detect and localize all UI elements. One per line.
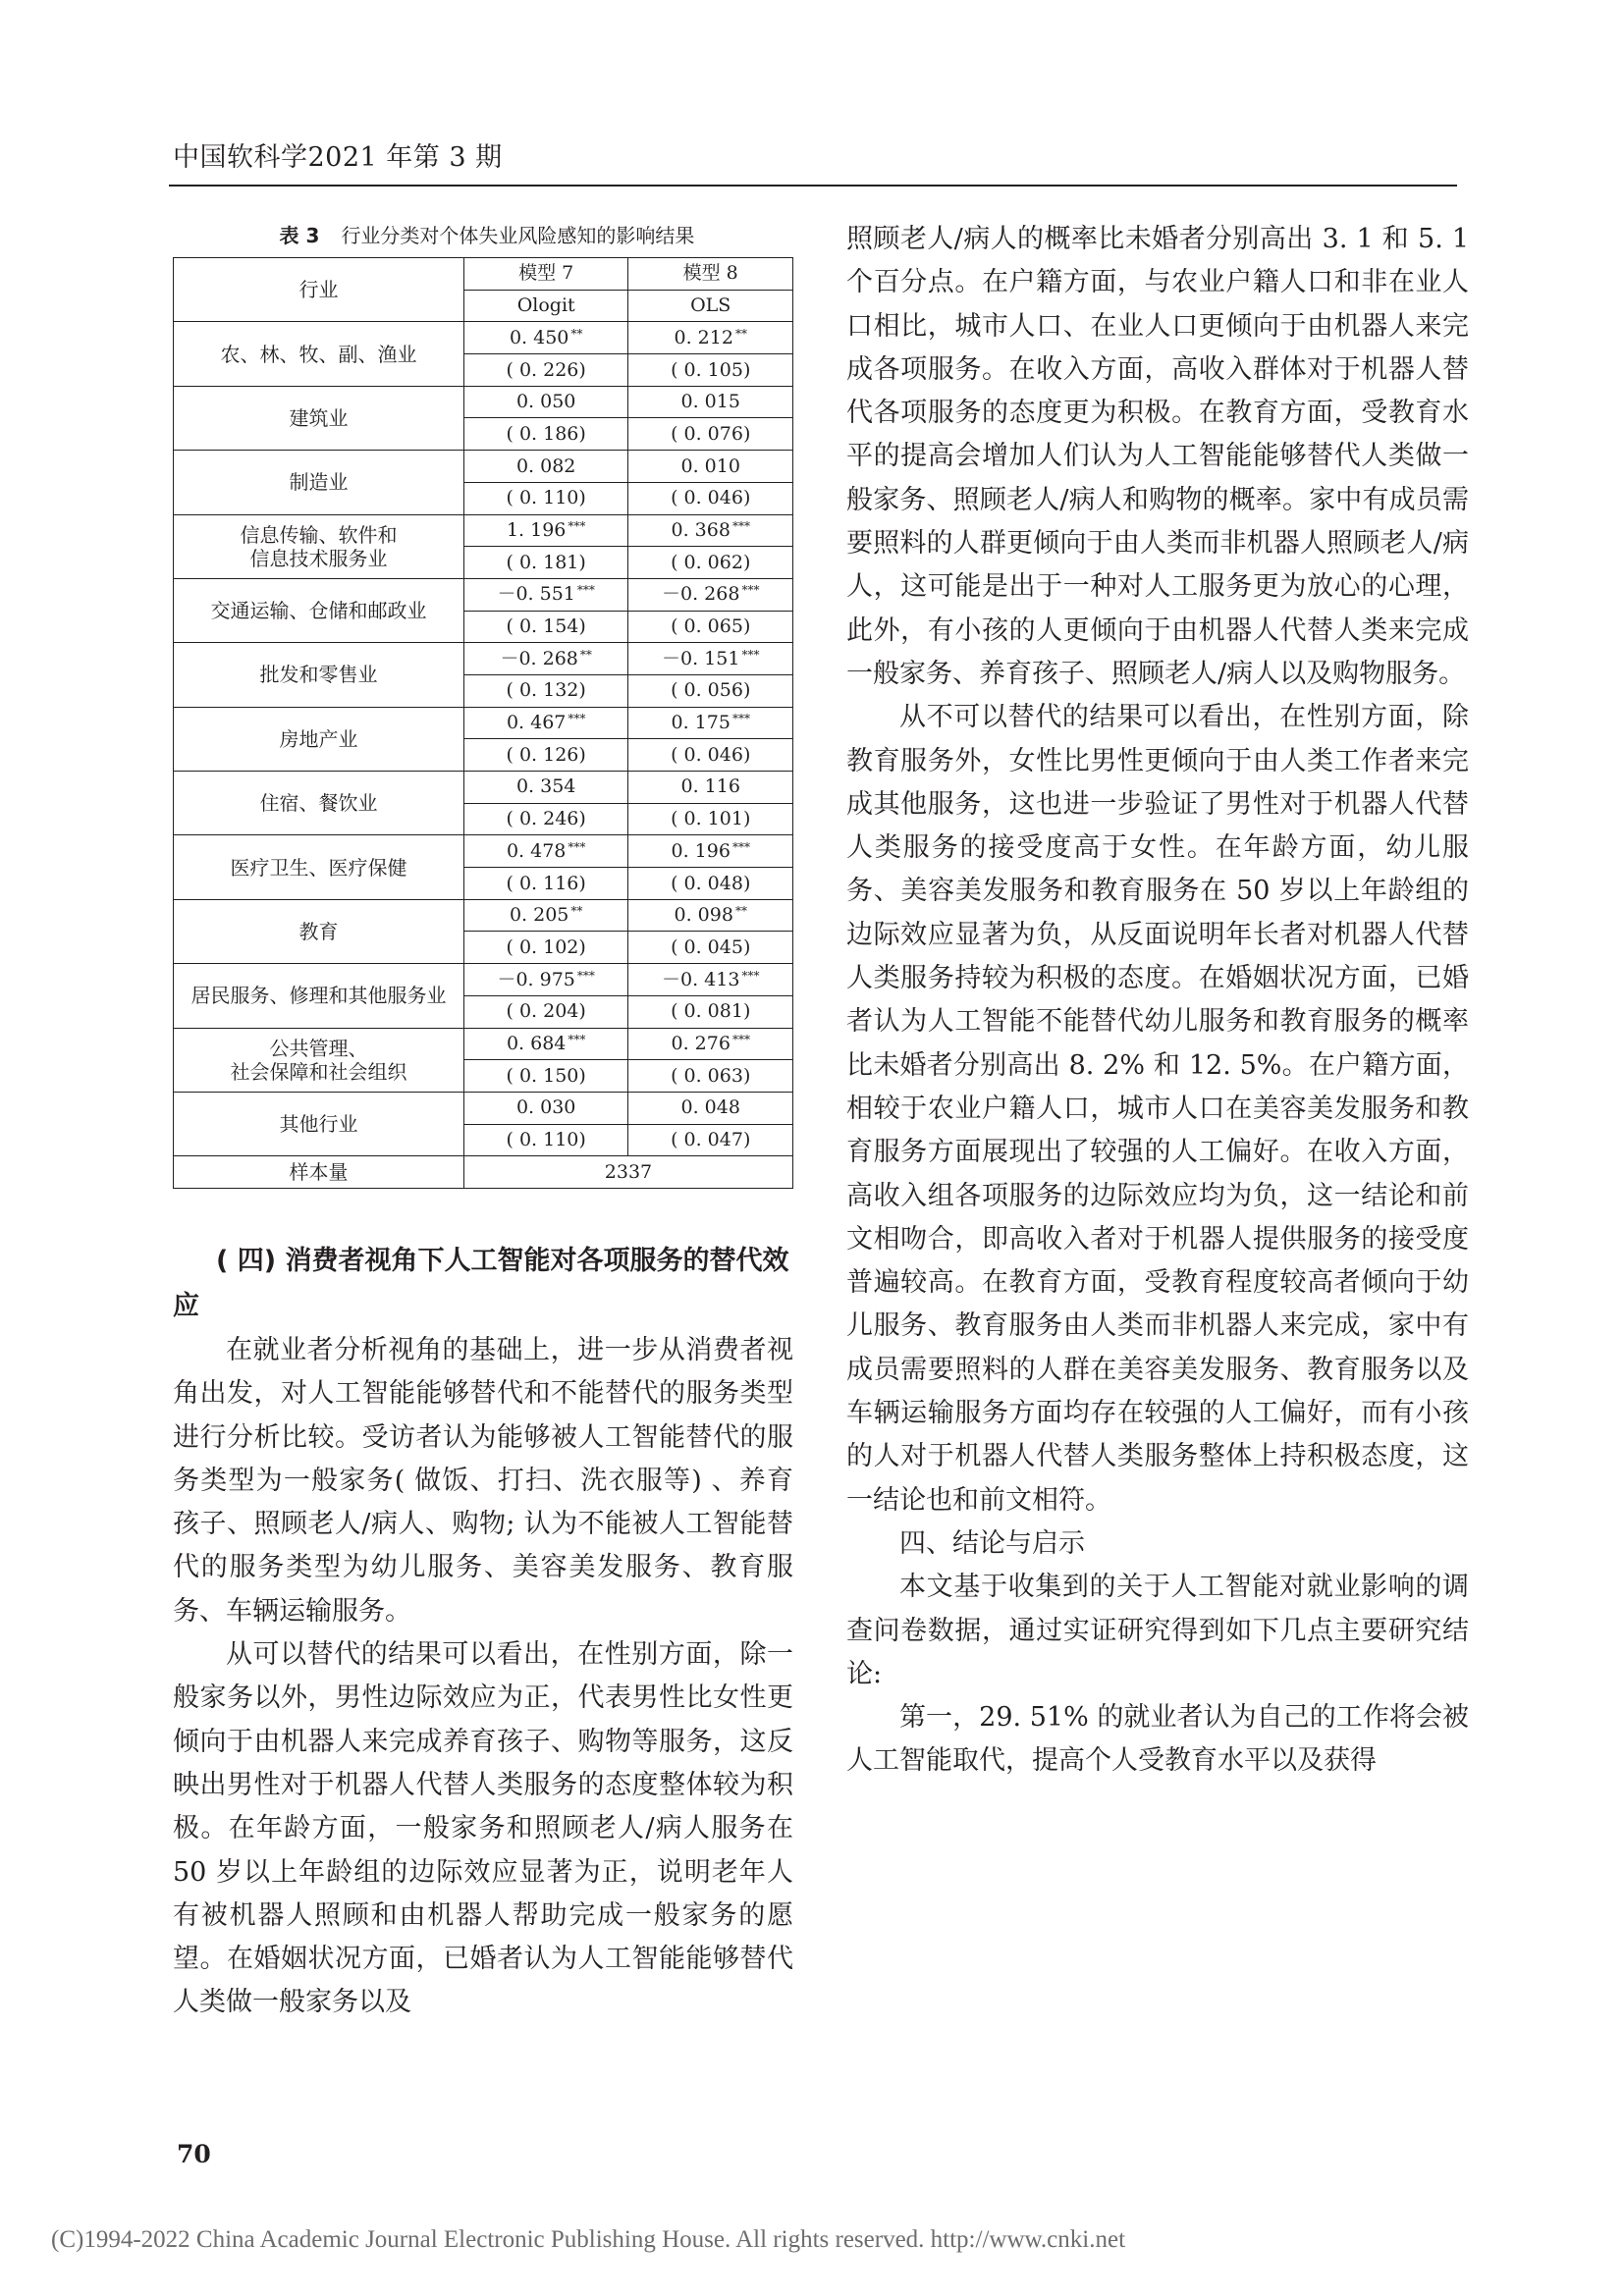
industry-name (174, 707, 464, 771)
industry-name-line: 信息技术服务业 (249, 546, 388, 570)
coef-model7 (463, 707, 628, 739)
significance-stars: ** (734, 326, 747, 341)
sample-size-label: 样本量 (174, 1156, 464, 1189)
coefficient: －0. 268 (500, 647, 578, 669)
industry-name-line: 交通运输、仓储和邮政业 (210, 599, 427, 623)
left-column (173, 1239, 793, 2025)
significance-stars: *** (731, 518, 750, 533)
industry-name-line: 建筑业 (289, 405, 349, 430)
section-heading-conclusion: 四、结论与启示 (899, 1527, 1085, 1559)
coef-model8 (628, 1092, 793, 1124)
table-row (174, 578, 793, 611)
coef-model8 (628, 578, 793, 611)
significance-stars: *** (731, 1032, 750, 1046)
coefficient: 0. 205 (509, 904, 569, 927)
se-model7: ( 0. 110) (463, 482, 628, 514)
coef-model7 (463, 386, 628, 418)
significance-stars: ** (570, 326, 583, 341)
coef-model8 (628, 835, 793, 868)
se-model8: ( 0. 047) (628, 1124, 793, 1156)
significance-stars: ** (579, 647, 592, 662)
se-model8: ( 0. 046) (628, 739, 793, 772)
right-paragraph-4: 第一，29. 51% 的就业者认为自己的工作将会被人工智能取代，提高个人受教育水平以及获得 (846, 1702, 1469, 1777)
industry-name-line: 医疗卫生、医疗保健 (230, 855, 407, 880)
se-model8: ( 0. 045) (628, 932, 793, 964)
coefficient: 0. 098 (674, 904, 733, 927)
coef-model7 (463, 578, 628, 611)
right-paragraph-1: 照顾老人/病人的概率比未婚者分别高出 3. 1 和 5. 1 个百分点。在户籍方面，与农业户籍人口和非在业人口相比，城市人口、在业人口更倾向于由机器人来完成各项服务。在收入方面，高收入群体对于机器人替代各项服务的态度更为积极。在教育方面，受教育水平的提高会增加人们认为人工智能能够替代人类做一般家务、照顾老人/病人和购物的概率。家中有成员需要照料的人群更倾向于由人类而非机器人照顾老人/病人，这可能是出于一种对人工服务更为放心的心理，此外，有小孩的人更倾向于由机器人代替人类来完成一般家务、养育孩子、照顾老人/病人以及购物服务。 (846, 224, 1469, 689)
page-number: 70 (177, 2140, 211, 2168)
coef-model7 (463, 1028, 628, 1060)
industry-name (174, 772, 464, 835)
coefficient: 0. 368 (671, 518, 731, 541)
se-model8: ( 0. 065) (628, 611, 793, 643)
coef-model7 (463, 451, 628, 483)
industry-name-line: 公共管理、 (269, 1036, 368, 1060)
significance-stars: *** (568, 1032, 586, 1046)
se-model7: ( 0. 181) (463, 547, 628, 579)
se-model8: ( 0. 105) (628, 354, 793, 387)
industry-name-line: 住宿、餐饮业 (259, 791, 378, 816)
industry-name-line: 信息传输、软件和 (240, 522, 398, 547)
table-caption-text: 行业分类对个体失业风险感知的影响结果 (341, 224, 695, 247)
coefficient: 0. 082 (515, 454, 576, 477)
table-row (174, 707, 793, 739)
significance-stars: *** (576, 968, 595, 983)
table-row (174, 835, 793, 868)
coefficient: －0. 151 (662, 647, 740, 669)
industry-name (174, 643, 464, 707)
method-model8: OLS (628, 290, 793, 322)
coefficient: 0. 010 (680, 454, 740, 477)
significance-stars: *** (568, 712, 586, 726)
industry-name-line: 居民服务、修理和其他服务业 (190, 984, 447, 1008)
significance-stars: *** (741, 647, 760, 662)
table-body (174, 322, 793, 1156)
industry-name (174, 1092, 464, 1155)
industry-name-line: 制造业 (289, 470, 349, 495)
se-model8: ( 0. 062) (628, 547, 793, 579)
coef-model7 (463, 643, 628, 675)
table-row (174, 1028, 793, 1060)
sample-size-value: 2337 (463, 1156, 792, 1189)
coefficient: 0. 050 (515, 391, 576, 413)
se-model8: ( 0. 081) (628, 995, 793, 1028)
significance-stars: *** (568, 839, 586, 854)
coefficient: 0. 030 (515, 1096, 576, 1119)
coefficient: 1. 196 (506, 518, 567, 541)
coef-model8 (628, 386, 793, 418)
industry-name (174, 514, 464, 578)
coef-model7 (463, 772, 628, 804)
coef-model8 (628, 1028, 793, 1060)
table-row (174, 964, 793, 996)
coefficient: 0. 276 (671, 1032, 731, 1054)
coefficient: 0. 175 (671, 712, 731, 734)
table-row (174, 322, 793, 354)
coefficient: 0. 354 (515, 775, 576, 798)
coef-model7 (463, 514, 628, 547)
coefficient: 0. 048 (680, 1096, 740, 1119)
industry-name-line: 教育 (298, 919, 339, 943)
coefficient: 0. 684 (506, 1032, 567, 1054)
col-header-industry: 行业 (174, 258, 464, 322)
se-model8: ( 0. 046) (628, 482, 793, 514)
table-number: 表 3 (279, 224, 320, 247)
coefficient: 0. 467 (506, 712, 567, 734)
significance-stars: *** (731, 839, 750, 854)
significance-stars: ** (570, 904, 583, 919)
right-paragraph-2: 从不可以替代的结果可以看出，在性别方面，除教育服务外，女性比男性更倾向于由人类工作者来完成其他服务，这也进一步验证了男性对于机器人代替人类服务的接受度高于女性。在年龄方面，幼儿服务、美容美发服务和教育服务在 50 岁以上年龄组的边际效应显著为负，从反面说明年长者对机器人代替人类服务持较为积极的态度。在婚姻状况方面，已婚者认为人工智能不能替代幼儿服务和教育服务的概率比未婚者分别高出 8. 2% 和 12. 5%。在户籍方面，相较于农业户籍人口，城市人口在美容美发服务和教育服务方面展现出了较强的人工偏好。在收入方面，高收入组各项服务的边际效应均为负，这一结论和前文相吻合，即高收入者对于机器人提供服务的接受度普遍较高。在教育方面，受教育程度较高者倾向于幼儿服务、教育服务由人类而非机器人来完成，家中有成员需要照料的人群在美容美发服务、教育服务以及车辆运输服务方面均存在较强的人工偏好，而有小孩的人对于机器人代替人类服务整体上持积极态度，这一结论也和前文相符。 (846, 702, 1469, 1516)
coef-model8 (628, 707, 793, 739)
coefficient: －0. 551 (497, 583, 575, 606)
se-model7: ( 0. 226) (463, 354, 628, 387)
industry-name (174, 322, 464, 386)
coef-model8 (628, 322, 793, 354)
coefficient: 0. 450 (509, 326, 569, 348)
coef-model7 (463, 322, 628, 354)
left-paragraph-2: 从可以替代的结果可以看出，在性别方面，除一般家务以外，男性边际效应为正，代表男性比女性更倾向于由机器人来完成养育孩子、购物等服务，这反映出男性对于机器人代替人类服务的态度整体较为积极。在年龄方面，一般家务和照顾老人/病人服务在 50 岁以上年龄组的边际效应显著为正，说明老年人有被机器人照顾和由机器人帮助完成一般家务的愿望。在婚姻状况方面，已婚者认为人工智能能够替代人类做一般家务以及 (173, 1639, 793, 2018)
industry-name (174, 964, 464, 1028)
se-model7: ( 0. 154) (463, 611, 628, 643)
coefficient: 0. 212 (674, 326, 733, 348)
se-model7: ( 0. 102) (463, 932, 628, 964)
coef-model7 (463, 835, 628, 868)
se-model8: ( 0. 048) (628, 868, 793, 900)
significance-stars: *** (731, 712, 750, 726)
table-row (174, 451, 793, 483)
significance-stars: *** (741, 583, 760, 598)
col-header-model7: 模型 7 (463, 258, 628, 291)
table-row (174, 899, 793, 932)
significance-stars: *** (568, 518, 586, 533)
table-row (174, 514, 793, 547)
se-model7: ( 0. 186) (463, 418, 628, 451)
se-model7: ( 0. 246) (463, 803, 628, 835)
industry-name-line: 其他行业 (279, 1112, 358, 1137)
right-paragraph-3: 本文基于收集到的关于人工智能对就业影响的调查问卷数据，通过实证研究得到如下几点主要研究结论: (846, 1572, 1469, 1689)
coef-model8 (628, 514, 793, 547)
coef-model7 (463, 899, 628, 932)
se-model7: ( 0. 126) (463, 739, 628, 772)
table-row (174, 386, 793, 418)
industry-name-line: 批发和零售业 (259, 663, 378, 687)
table-caption (173, 220, 801, 248)
se-model8: ( 0. 063) (628, 1060, 793, 1093)
regression-table (173, 257, 793, 1189)
industry-name (174, 386, 464, 450)
coefficient: 0. 015 (680, 391, 740, 413)
coef-model7 (463, 964, 628, 996)
table-row (174, 643, 793, 675)
right-column (846, 218, 1469, 1784)
table-row (174, 772, 793, 804)
col-header-model8: 模型 8 (628, 258, 793, 291)
table-row (174, 1092, 793, 1124)
se-model7: ( 0. 150) (463, 1060, 628, 1093)
se-model7: ( 0. 132) (463, 674, 628, 707)
se-model7: ( 0. 116) (463, 868, 628, 900)
industry-name-line: 房地产业 (279, 726, 358, 751)
se-model8: ( 0. 101) (628, 803, 793, 835)
industry-name (174, 1028, 464, 1092)
coefficient: －0. 268 (662, 583, 740, 606)
method-model7: Ologit (463, 290, 628, 322)
industry-name (174, 451, 464, 514)
coef-model8 (628, 643, 793, 675)
coef-model8 (628, 964, 793, 996)
se-model7: ( 0. 204) (463, 995, 628, 1028)
significance-stars: *** (741, 968, 760, 983)
coefficient: －0. 975 (497, 968, 575, 990)
se-model8: ( 0. 076) (628, 418, 793, 451)
significance-stars: *** (576, 583, 595, 598)
left-paragraph-1: 在就业者分析视角的基础上，进一步从消费者视角出发，对人工智能能够替代和不能替代的服务类型进行分析比较。受访者认为能够被人工智能替代的服务类型为一般家务( 做饭、打扫、洗衣服等) 、养育孩子、照顾老人/病人、购物; 认为不能被人工智能替代的服务类型为幼儿服务、美容美发服务、教育服务、车辆运输服务。 (173, 1335, 793, 1627)
industry-name-line: 农、林、牧、副、渔业 (220, 342, 417, 366)
coef-model8 (628, 451, 793, 483)
se-model8: ( 0. 056) (628, 674, 793, 707)
coef-model8 (628, 772, 793, 804)
industry-name-line: 社会保障和社会组织 (230, 1059, 407, 1084)
copyright-footer: (C)1994-2022 China Academic Journal Electronic Publishing House. All rights reserved. http://www.cnki.net (51, 2226, 1126, 2253)
industry-name (174, 835, 464, 899)
coef-model8 (628, 899, 793, 932)
industry-name (174, 899, 464, 963)
header-rule (169, 185, 1457, 187)
coefficient: 0. 196 (671, 839, 731, 862)
journal-header: 中国软科学2021 年第 3 期 (173, 142, 503, 173)
section-heading-4: ( 四) 消费者视角下人工智能对各项服务的替代效应 (173, 1246, 789, 1321)
industry-name (174, 578, 464, 642)
coefficient: －0. 413 (662, 968, 740, 990)
coefficient: 0. 478 (506, 839, 567, 862)
coefficient: 0. 116 (680, 775, 740, 798)
se-model7: ( 0. 110) (463, 1124, 628, 1156)
significance-stars: ** (734, 904, 747, 919)
coef-model7 (463, 1092, 628, 1124)
